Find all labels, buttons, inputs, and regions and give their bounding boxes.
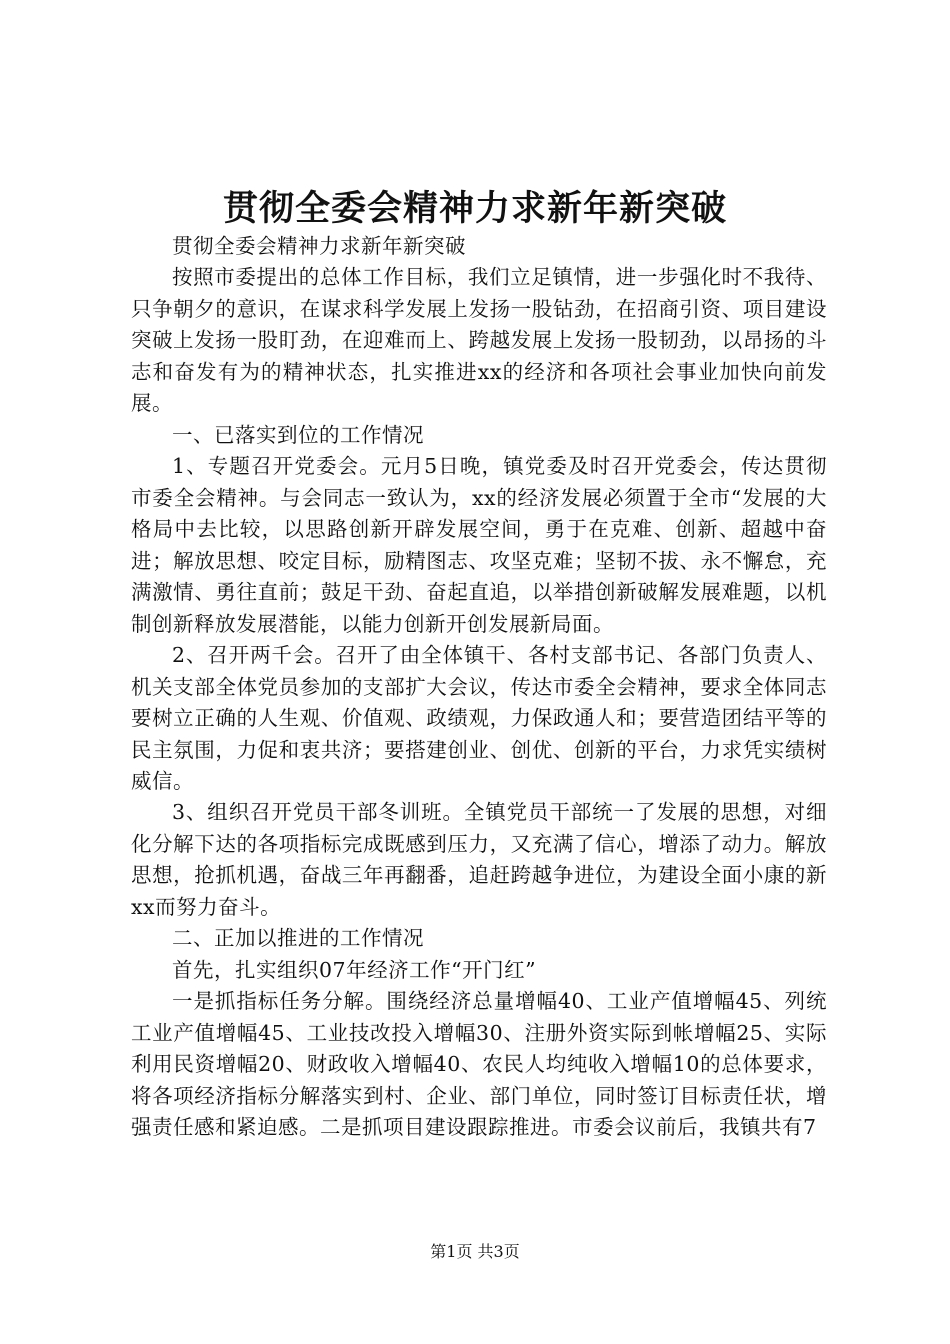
paragraph: 按照市委提出的总体工作目标，我们立足镇情，进一步强化时不我待、只争朝夕的意识，在谋求科学发展上发扬一股钻劲，在招商引资、项目建设突破上发扬一股盯劲，在迎难而上、跨越发展上发扬一股韧劲，以昂扬的斗志和奋发有为的精神状态，扎实推进xx的经济和各项社会事业加快向前发展。 xyxy=(131,265,827,416)
section-heading: 二、正加以推进的工作情况 xyxy=(172,926,424,951)
document-body xyxy=(131,231,827,1144)
page-footer: 第1页 共3页 xyxy=(430,1242,520,1261)
paragraph: 2、召开两千会。召开了由全体镇干、各村支部书记、各部门负责人、机关支部全体党员参加的支部扩大会议，传达市委全会精神，要求全体同志要树立正确的人生观、价值观、政绩观，力保政通人和；要营造团结平等的民主氛围，力促和衷共济；要搭建创业、创优、创新的平台，力求凭实绩树威信。 xyxy=(131,643,827,793)
paragraph: 1、专题召开党委会。元月5日晚，镇党委及时召开党委会，传达贯彻市委全会精神。与会同志一致认为，xx的经济发展必须置于全市“发展的大格局中去比较，以思路创新开辟发展空间，勇于在克难、创新、超越中奋进；解放思想、咬定目标，励精图志、攻坚克难；坚韧不拔、永不懈怠，充满激情、勇往直前；鼓足干劲、奋起直追，以举措创新破解发展难题，以机制创新释放发展潜能，以能力创新开创发展新局面。 xyxy=(131,454,827,636)
paragraph: 首先，扎实组织07年经济工作“开门红” xyxy=(172,957,537,982)
paragraph: 3、组织召开党员干部冬训班。全镇党员干部统一了发展的思想，对细化分解下达的各项指标完成既感到压力，又充满了信心，增添了动力。解放思想，抢抓机遇，奋战三年再翻番，追赶跨越争进位，为建设全面小康的新xx而努力奋斗。 xyxy=(131,800,827,919)
paragraph: 贯彻全委会精神力求新年新突破 xyxy=(172,234,466,258)
section-heading: 一、已落实到位的工作情况 xyxy=(172,422,424,447)
paragraph: 一是抓指标任务分解。围绕经济总量增幅40、工业产值增幅45、列统工业产值增幅45、工业技改投入增幅30、注册外资实际到帐增幅25、实际利用民资增幅20、财政收入增幅40、农民人均纯收入增幅10的总体要求，将各项经济指标分解落实到村、企业、部门单位，同时签订目标责任状，增强责任感和紧迫感。二是抓项目建设跟踪推进。市委会议前后，我镇共有7 xyxy=(131,989,827,1140)
document-title: 贯彻全委会精神力求新年新突破 xyxy=(222,188,727,229)
